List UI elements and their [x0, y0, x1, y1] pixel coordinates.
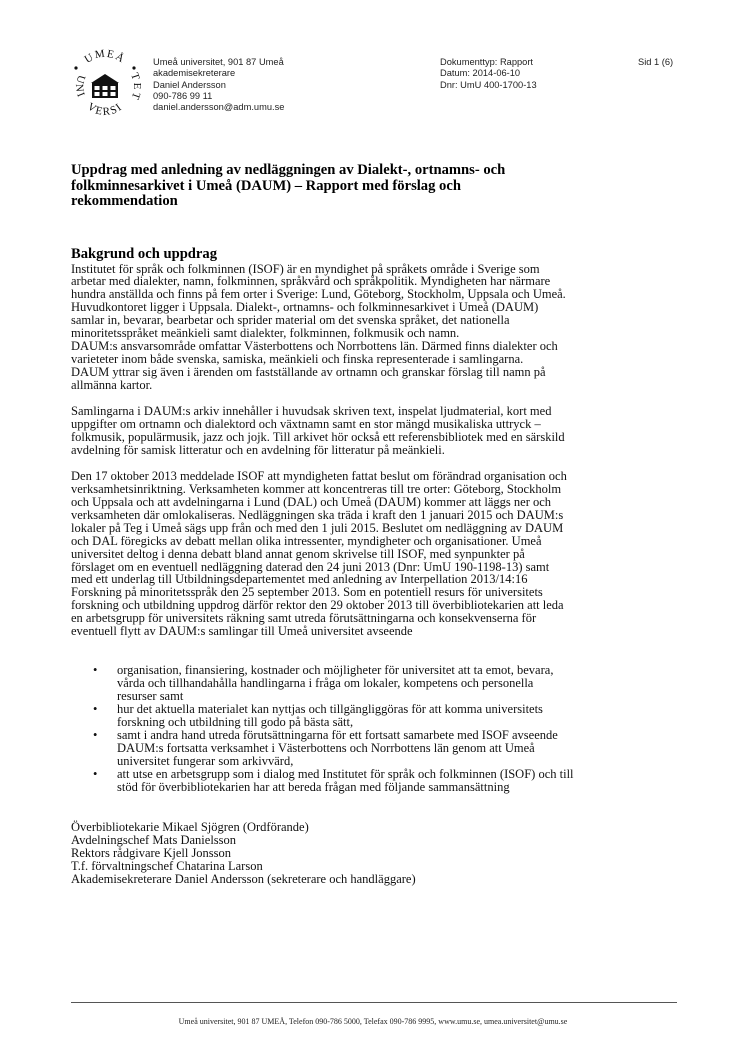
text-line: uppgifter om ortnamn och dialektord och växtnamn samt en stor mängd musikaliska uttryck –: [71, 416, 541, 431]
page-number: Sid 1 (6): [638, 57, 674, 67]
text-line: arbetar med dialekter, namn, folkminnen, språkvård och språkpolitik. Myndigheten har närmare: [71, 274, 551, 289]
text-line: Samlingarna i DAUM:s arkiv innehåller i huvudsak skriven text, inspelat ljudmaterial, kort med: [71, 404, 552, 419]
text-line: universitet fungerar som arkivvärd,: [117, 753, 294, 768]
text-line: verksamheten där omlokaliseras. Nedläggningen ska träda i kraft den 1 januari 2015 och DAUM:s: [71, 507, 564, 522]
text-line: resurser samt: [117, 689, 184, 704]
sender-line: Umeå universitet, 901 87 Umeå: [153, 57, 284, 67]
svg-text:VERSI: [85, 101, 125, 118]
member-line: Akademisekreterare Daniel Andersson (sekreterare och handläggare): [71, 871, 416, 886]
member-line: Överbibliotekarie Mikael Sjögren (Ordförande): [71, 819, 309, 834]
text-line: en arbetsgrupp för universitets räkning samt utreda förutsättningarna och konsekvenserna för: [71, 611, 537, 626]
footer-divider: [71, 1002, 677, 1003]
working-group-members: [71, 821, 681, 886]
sender-line: Daniel Andersson: [153, 79, 226, 90]
text-line: eventuell flytt av DAUM:s samlingar till Umeå universitet avseende: [71, 624, 413, 639]
svg-text:TET: [128, 71, 143, 102]
text-line: samt i andra hand utreda förutsättningarna för ett fortsatt samarbete med ISOF avseende: [117, 728, 558, 742]
logo-arc-right: TET: [128, 71, 143, 103]
document-body: [71, 247, 681, 886]
text-line: Den 17 oktober 2013 meddelade ISOF att myndigheten fattat beslut om förändrad organisation och: [71, 468, 567, 483]
svg-text:UMEÅ: [82, 48, 127, 66]
member-line: Avdelningschef Mats Danielsson: [71, 832, 237, 847]
logo-arc-bottom: VERSI: [85, 100, 125, 119]
list-item: [71, 703, 681, 729]
section-heading: Bakgrund och uppdrag: [71, 246, 217, 262]
text-line: Huvudkontoret ligger i Uppsala. Dialekt-, ortnamns- och folkminnesarkivet i Umeå (DAUM): [71, 300, 539, 315]
text-line: DAUM:s fortsatta verksamhet i Västerbottens och Norrbottens län genom att Umeå: [117, 740, 535, 755]
bullet-list: [71, 664, 681, 794]
list-item: [71, 664, 681, 703]
text-line: att utse en arbetsgrupp som i dialog med Institutet för språk och folkminnen (ISOF) och till: [117, 766, 574, 781]
sender-line: 090-786 99 11: [153, 90, 213, 101]
document-date: Datum: 2014-06-10: [440, 68, 521, 79]
bullet-icon: •: [93, 728, 98, 742]
logo-arc-top: UMEÅ: [82, 47, 128, 66]
text-line: avdelning för samisk litteratur och en avdelning för litteratur på meänkieli.: [71, 442, 445, 457]
paragraph: [71, 470, 681, 638]
document-meta: [440, 57, 537, 91]
bullet-icon: •: [93, 766, 98, 781]
text-line: och DAL föregicks av debatt mellan olika intressenter, myndigheter och organisationer. Umeå: [71, 533, 542, 548]
text-line: samlar in, bevarar, bearbetar och sprider material om det svenska språket, det nationella: [71, 313, 510, 328]
text-line: forskning och utbildning till godo på bästa sätt,: [117, 715, 354, 730]
logo-emblem-icon: [91, 74, 119, 98]
umea-university-logo: [62, 44, 148, 130]
bullet-icon: •: [93, 663, 98, 678]
text-line: med ett underlag till Utbildningsdepartementet med anledning av Interpellation 2013/14:16: [71, 572, 528, 587]
page-footer: Umeå universitet, 901 87 UMEÅ, Telefon 090-786 5000, Telefax 090-786 9995, www.umu.se, umea.universitet@umu.se: [178, 1017, 568, 1026]
sender-info: [153, 57, 284, 113]
text-line: universitet deltog i denna debatt bland annat genom skrivelse till ISOF, med synpunkter på: [71, 546, 525, 561]
document-type: Dokumenttyp: Rapport: [440, 57, 534, 67]
text-line: DAUM yttrar sig även i ärenden om fastställande av ortnamn och granskar förslag till namn på: [71, 365, 546, 380]
text-line: varieteter inom både svenska, samiska, meänkieli och finska representerade i samlingarna.: [71, 352, 524, 367]
text-line: hur det aktuella materialet kan nyttjas och tillgängliggöras för att komma universitets: [117, 702, 543, 717]
member-line: T.f. förvaltningschef Chatarina Larson: [71, 858, 263, 873]
text-line: vårda och tillhandahålla handlingarna i fråga om lokaler, kompetens och personella: [117, 676, 534, 691]
list-item: [71, 729, 681, 768]
title-line: rekommendation: [71, 193, 178, 210]
text-line: minoritetsspråket meänkieli samt dialekter, folkminnen, folkmusik och namn.: [71, 326, 460, 341]
text-line: allmänna kartor.: [71, 378, 153, 393]
paragraph: [71, 405, 681, 457]
title-line: Uppdrag med anledning av nedläggningen av Dialekt-, ortnamns- och: [71, 162, 506, 178]
text-line: verksamhetsinriktning. Verksamheten kommer att koncentreras till tre orter: Göteborg, Stockholm: [71, 481, 562, 496]
sender-email[interactable]: daniel.andersson@adm.umu.se: [153, 102, 285, 113]
sender-line: akademisekreterare: [153, 68, 236, 79]
paragraph: [71, 263, 681, 393]
text-line: och Uppsala och att avdelningarna i Lund (DAL) och Umeå (DAUM) kommer att läggs ner och: [71, 494, 552, 509]
text-line: DAUM:s ansvarsområde omfattar Västerbottens och Norrbottens län. Därmed finns dialekter och: [71, 339, 558, 354]
document-reference-number: Dnr: UmU 400-1700-13: [440, 79, 537, 90]
text-line: hundra anställda och finns på fem orter i Sverige: Lund, Göteborg, Stockholm, Uppsala och Umeå.: [71, 287, 566, 302]
title-line: folkminnesarkivet i Umeå (DAUM) – Rapport med förslag och: [71, 177, 461, 194]
document-title: [71, 163, 631, 210]
text-line: stöd för överbibliotekarien har att bereda frågan med följande sammansättning: [117, 779, 510, 794]
text-line: förslaget om en eventuell nedläggning daterad den 24 juni 2013 (Dnr: UmU 190-1198-13) samt: [71, 559, 550, 574]
text-line: folkmusik, populärmusik, jazz och jojk. Till arkivet hör också ett referensbibliotek med en särskild: [71, 429, 565, 444]
svg-text:UNI: [73, 74, 88, 101]
text-line: lokaler på Teg i Umeå sägs upp från och med den 1 juli 2015. Beslutet om nedläggning av DAUM: [71, 520, 564, 535]
text-line: organisation, finansiering, kostnader och möjligheter för universitet att ta emot, bevara,: [117, 663, 554, 678]
logo-arc-left: UNI: [72, 73, 88, 101]
text-line: Forskning på minoritetsspråk den 25 september 2013. Som en potentiell resurs för universitets: [71, 585, 543, 600]
bullet-icon: •: [93, 702, 98, 717]
member-line: Rektors rådgivare Kjell Jonsson: [71, 845, 232, 860]
text-line: forskning och utbildning uppdrog därför rektor den 29 oktober 2013 till överbibliotekarien att leda: [71, 598, 564, 613]
text-line: Institutet för språk och folkminnen (ISOF) är en myndighet på språkets område i Sverige som: [71, 261, 540, 276]
list-item: [71, 768, 681, 794]
